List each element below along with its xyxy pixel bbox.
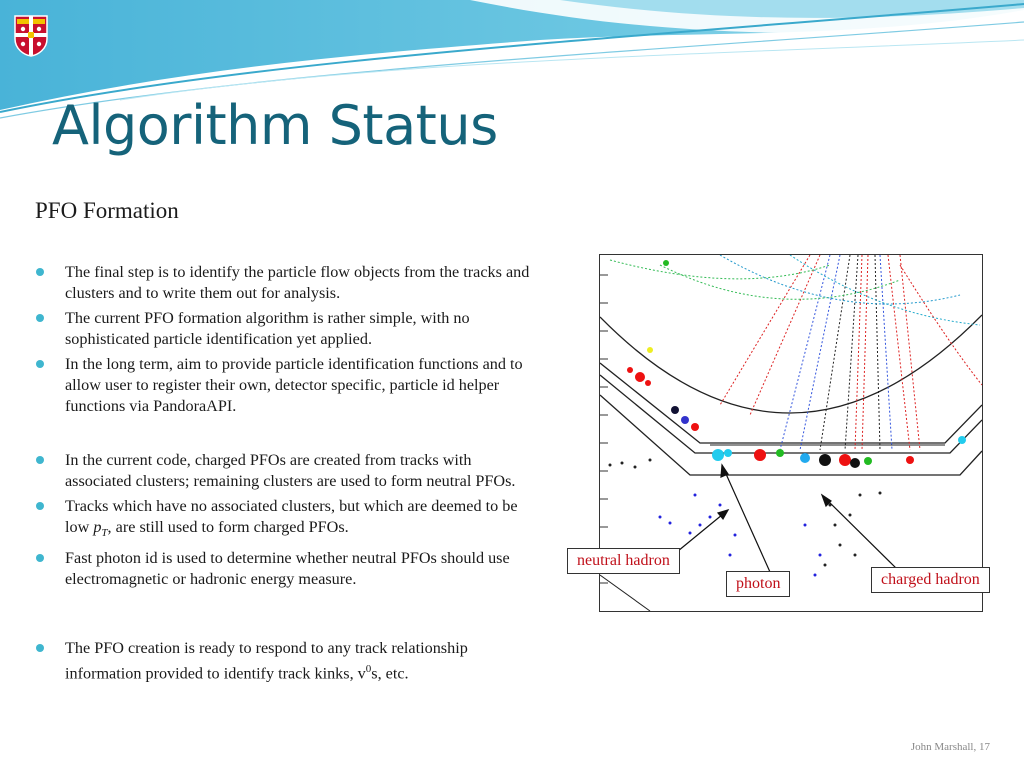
- bullet-dot-icon: [36, 268, 44, 276]
- bullet-item: In the current code, charged PFOs are created from tracks with associated clusters; remaining clusters are used to form neutral PFOs.: [35, 450, 535, 492]
- university-crest-icon: [14, 15, 48, 57]
- bullet-item: The final step is to identify the particle flow objects from the tracks and clusters and to write them out for analysis.: [35, 262, 535, 304]
- bullet-group-2: [35, 450, 535, 594]
- bullet-item: In the long term, aim to provide particle identification functions and to allow user to register their own, detector specific, particle id helper functions via PandoraAPI.: [35, 354, 535, 417]
- charged-hadron-label: charged hadron: [871, 567, 990, 593]
- bullet-group-1: [35, 262, 535, 421]
- bullet-item: Tracks which have no associated clusters, but which are deemed to be low $p_T$, are still used to form charged PFOs.: [35, 496, 535, 544]
- slide-footer: John Marshall, 17: [910, 741, 990, 753]
- pt-variable: p: [93, 518, 102, 536]
- photon-label: photon: [726, 571, 790, 597]
- bullet-item: The current PFO formation algorithm is rather simple, with no sophisticated particle identification yet applied.: [35, 308, 535, 350]
- bullet-item: The PFO creation is ready to respond to any track relationship information provided to identify track kinks, $v^0s$, etc.: [35, 638, 535, 684]
- bullet-dot-icon: [36, 554, 44, 562]
- bullet-group-3: [35, 638, 535, 688]
- slide-subtitle: PFO Formation: [35, 198, 179, 223]
- bullet-dot-icon: [36, 456, 44, 464]
- bullet-dot-icon: [36, 360, 44, 368]
- bullet-dot-icon: [36, 644, 44, 652]
- slide-title: Algorithm Status: [52, 94, 498, 157]
- bullet-dot-icon: [36, 502, 44, 510]
- bullet-dot-icon: [36, 314, 44, 322]
- neutral-hadron-label: neutral hadron: [567, 548, 680, 574]
- bullet-item: Fast photon id is used to determine whether neutral PFOs should use electromagnetic or hadronic energy measure.: [35, 548, 535, 590]
